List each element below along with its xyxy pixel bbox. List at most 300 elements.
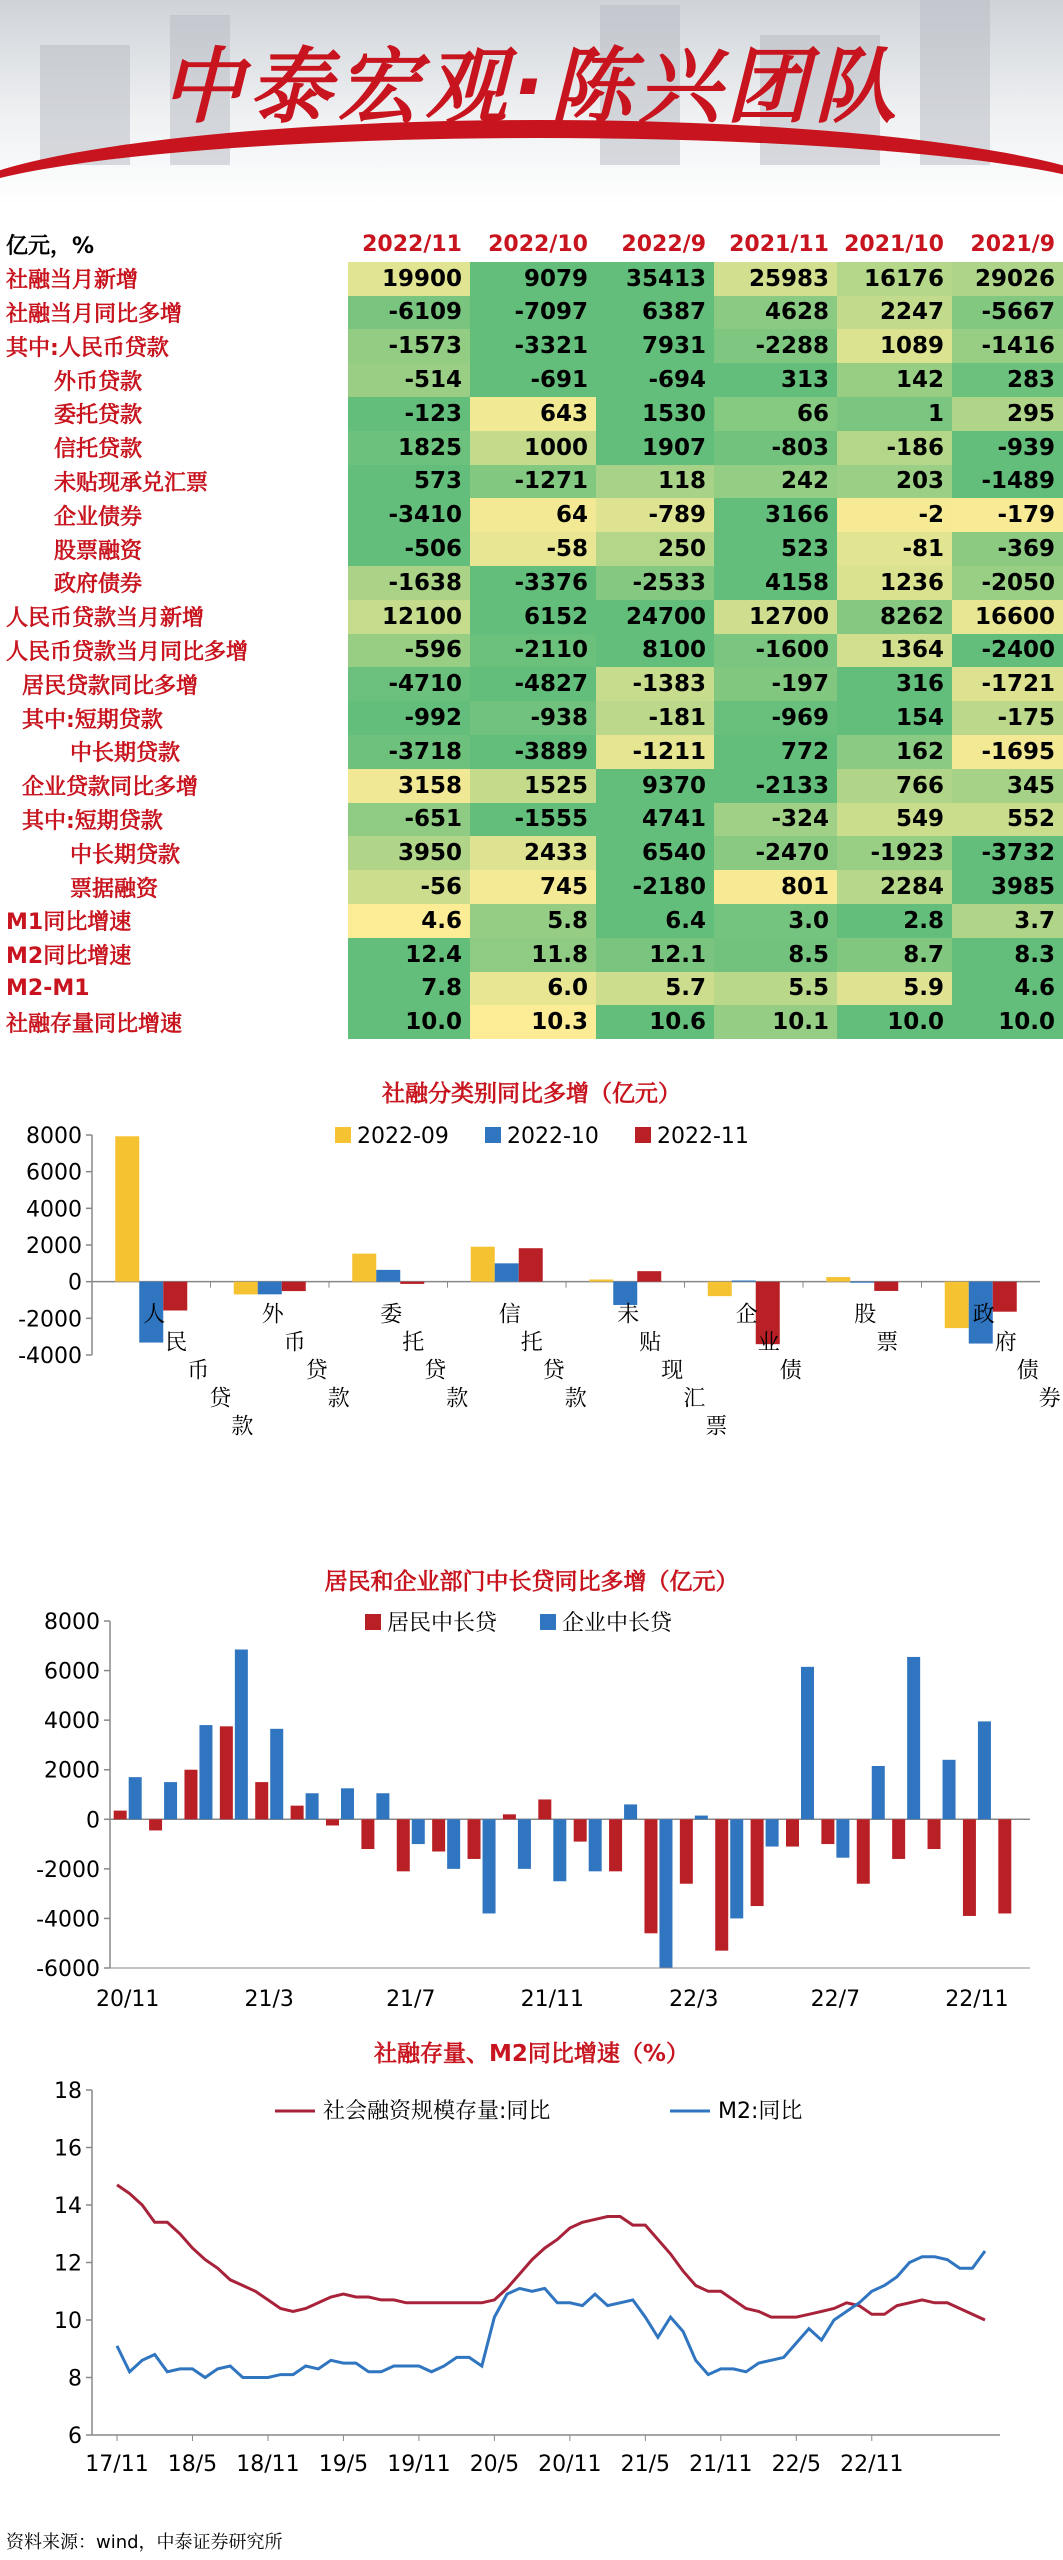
table-cell: 1907 (596, 431, 714, 465)
table-cell: -1211 (596, 735, 714, 769)
table-cell: 3950 (348, 836, 470, 870)
table-cell: 295 (952, 397, 1063, 431)
bar (589, 1280, 613, 1282)
bar (258, 1282, 282, 1295)
table-cell: 345 (952, 769, 1063, 803)
table-row (0, 769, 1063, 803)
table-row (0, 904, 1063, 938)
table-cell: 5.8 (470, 904, 596, 938)
row-label: 企业贷款同比多增 (22, 775, 199, 801)
table-cell: -2470 (714, 836, 837, 870)
bar (857, 1819, 870, 1883)
table-cell: 552 (952, 803, 1063, 837)
y-tick-label: 0 (68, 1270, 82, 1296)
table-cell: 6.0 (470, 972, 596, 1006)
column-header: 2021/10 (844, 232, 944, 258)
table-cell: -3732 (952, 836, 1063, 870)
x-tick-label: 21/11 (520, 1987, 585, 2012)
table-cell: 10.0 (348, 1005, 470, 1039)
table-row (0, 1005, 1063, 1039)
bar (574, 1819, 587, 1841)
table-cell: 25983 (714, 262, 837, 296)
bar (432, 1819, 445, 1851)
y-tick-label: 2000 (44, 1758, 100, 1784)
table-cell: -1573 (348, 329, 470, 363)
table-cell: -514 (348, 363, 470, 397)
table-cell: -123 (348, 397, 470, 431)
table-cell: -2400 (952, 634, 1063, 668)
table-cell: -4710 (348, 667, 470, 701)
table-row (0, 498, 1063, 532)
bar (235, 1650, 248, 1820)
legend-swatch (365, 1614, 381, 1630)
row-label: M1同比增速 (6, 910, 132, 936)
table-header (0, 228, 1063, 262)
table-row (0, 600, 1063, 634)
bar (589, 1819, 602, 1871)
table-row (0, 870, 1063, 904)
bar (821, 1819, 834, 1844)
y-tick-label: -2000 (36, 1857, 100, 1883)
table-cell: -58 (470, 532, 596, 566)
bar (447, 1819, 460, 1869)
x-tick-label: 21/7 (386, 1987, 436, 2012)
x-tick-label: 21/5 (620, 2452, 671, 2477)
table-row (0, 972, 1063, 1006)
y-tick-label: 16 (54, 2136, 82, 2162)
column-header: 2021/9 (970, 232, 1055, 258)
x-tick-label: 20/11 (95, 1987, 160, 2012)
bar (234, 1282, 258, 1295)
table-row (0, 329, 1063, 363)
bar (397, 1819, 410, 1871)
bar (732, 1280, 756, 1281)
y-tick-label: 8000 (44, 1610, 100, 1635)
table-cell: 10.1 (714, 1005, 837, 1039)
table-cell: -2 (837, 498, 952, 532)
legend-swatch (485, 1127, 501, 1143)
bar (715, 1819, 728, 1950)
table-cell: -2288 (714, 329, 837, 363)
x-tick-label: 信托贷款 (498, 1302, 587, 1412)
row-label: 中长期贷款 (70, 741, 181, 767)
y-tick-label: 14 (54, 2194, 82, 2219)
y-tick-label: 6 (68, 2424, 82, 2449)
table-cell: 11.8 (470, 938, 596, 972)
table-cell: 523 (714, 532, 837, 566)
table-cell: 12100 (348, 600, 470, 634)
legend-swatch (635, 1127, 651, 1143)
table-cell: 5.5 (714, 972, 837, 1006)
table-cell: 8.7 (837, 938, 952, 972)
y-tick-label: -6000 (36, 1957, 100, 1982)
table-cell: 1236 (837, 566, 952, 600)
row-label: 股票融资 (54, 538, 143, 564)
table-cell: -938 (470, 701, 596, 735)
table-cell: -1416 (952, 329, 1063, 363)
bar (659, 1819, 672, 1968)
table-cell: 8100 (596, 634, 714, 668)
table-cell: 5.9 (837, 972, 952, 1006)
y-tick-label: -4000 (18, 1344, 82, 1369)
x-tick-label: 股票 (854, 1302, 899, 1356)
table-cell: 10.0 (952, 1005, 1063, 1039)
table-cell: -691 (470, 363, 596, 397)
row-label: 信托贷款 (54, 437, 143, 463)
bar (412, 1819, 425, 1844)
y-tick-label: 6000 (26, 1160, 82, 1186)
legend-label: 居民中长贷 (387, 1611, 498, 1636)
row-label: 政府债券 (54, 572, 143, 598)
table-cell: -5667 (952, 296, 1063, 330)
table-cell: 118 (596, 465, 714, 499)
bar (872, 1766, 885, 1819)
table-cell: 6540 (596, 836, 714, 870)
table-cell: 1525 (470, 769, 596, 803)
table-cell: -1695 (952, 735, 1063, 769)
x-tick-label: 外币贷款 (261, 1302, 350, 1412)
bar (163, 1282, 187, 1311)
bar (326, 1819, 339, 1825)
table-cell: -3718 (348, 735, 470, 769)
bar (850, 1282, 874, 1283)
x-tick-label: 19/5 (318, 2452, 369, 2477)
table-cell: 3.0 (714, 904, 837, 938)
table-cell: -969 (714, 701, 837, 735)
bar (220, 1726, 233, 1819)
bar (199, 1725, 212, 1819)
data-table (0, 228, 1063, 1039)
bar (503, 1814, 516, 1819)
bar (306, 1793, 319, 1819)
bar (495, 1263, 519, 1281)
table-cell: 24700 (596, 600, 714, 634)
x-tick-label: 17/11 (85, 2452, 149, 2477)
x-tick-label: 18/5 (167, 2452, 218, 2477)
y-tick-label: 8000 (26, 1124, 82, 1149)
table-cell: 12.4 (348, 938, 470, 972)
table-row (0, 735, 1063, 769)
table-cell: 772 (714, 735, 837, 769)
row-label: 其中:短期贷款 (22, 808, 163, 834)
bar (730, 1819, 743, 1918)
row-label: 中长期贷款 (70, 842, 181, 868)
table-row (0, 262, 1063, 296)
chart2-title: 居民和企业部门中长贷同比多增（亿元） (324, 1569, 739, 1595)
row-label: 社融当月同比多增 (6, 301, 183, 327)
bar (836, 1819, 849, 1857)
table-cell: 6.4 (596, 904, 714, 938)
bar (471, 1247, 495, 1282)
column-header: 2022/9 (621, 232, 706, 258)
table-cell: -1489 (952, 465, 1063, 499)
table-cell: -1721 (952, 667, 1063, 701)
table-cell: 4741 (596, 803, 714, 837)
row-label: 企业债券 (54, 504, 143, 530)
table-cell: -324 (714, 803, 837, 837)
x-tick-label: 委托贷款 (380, 1302, 469, 1412)
table-cell: 2.8 (837, 904, 952, 938)
table-cell: 283 (952, 363, 1063, 397)
x-tick-label: 人民币贷款 (143, 1302, 254, 1440)
bar (483, 1819, 496, 1913)
bar (341, 1788, 354, 1819)
y-tick-label: 4000 (44, 1709, 100, 1735)
table-cell: -2180 (596, 870, 714, 904)
table-cell: 2433 (470, 836, 596, 870)
bar (708, 1282, 732, 1296)
table-cell: -3321 (470, 329, 596, 363)
bar (361, 1819, 374, 1849)
legend-label: M2:同比 (718, 2099, 803, 2124)
table-cell: 7.8 (348, 972, 470, 1006)
table-cell: 12700 (714, 600, 837, 634)
x-tick-label: 22/11 (945, 1987, 1009, 2012)
y-tick-label: 8 (68, 2366, 82, 2392)
table-cell: 203 (837, 465, 952, 499)
table-row (0, 836, 1063, 870)
x-tick-label: 未贴现汇票 (617, 1302, 728, 1440)
table-cell: -803 (714, 431, 837, 465)
table-cell: 1 (837, 397, 952, 431)
bar (164, 1782, 177, 1819)
table-row (0, 465, 1063, 499)
table-cell: 2247 (837, 296, 952, 330)
bar (115, 1136, 139, 1281)
x-tick-label: 22/7 (810, 1987, 861, 2012)
legend-label: 社会融资规模存量:同比 (323, 2099, 551, 2124)
y-tick-label: 12 (54, 2251, 82, 2277)
table-cell: 8.5 (714, 938, 837, 972)
table-cell: -2050 (952, 566, 1063, 600)
table-cell: -186 (837, 431, 952, 465)
series-line (117, 2185, 985, 2320)
table-cell: 10.0 (837, 1005, 952, 1039)
table-cell: 162 (837, 735, 952, 769)
table-cell: -2133 (714, 769, 837, 803)
bar (538, 1799, 551, 1819)
bar (644, 1819, 657, 1933)
bar (114, 1811, 127, 1820)
table-cell: -3410 (348, 498, 470, 532)
table-cell: -4827 (470, 667, 596, 701)
bar (874, 1282, 898, 1291)
row-label: 社融存量同比增速 (6, 1011, 183, 1037)
table-cell: -181 (596, 701, 714, 735)
table-cell: -1271 (470, 465, 596, 499)
table-cell: -694 (596, 363, 714, 397)
table-cell: 3158 (348, 769, 470, 803)
bar (680, 1819, 693, 1883)
table-cell: -1638 (348, 566, 470, 600)
table-cell: 1089 (837, 329, 952, 363)
bar (609, 1819, 622, 1871)
table-cell: 1825 (348, 431, 470, 465)
y-tick-label: 0 (86, 1808, 100, 1834)
bar (376, 1793, 389, 1819)
x-tick-label: 19/11 (387, 2452, 451, 2477)
banner-title: 中泰宏观·陈兴团队 (160, 40, 903, 135)
bar (801, 1667, 814, 1819)
bar (695, 1816, 708, 1820)
table-cell: -506 (348, 532, 470, 566)
bar (945, 1282, 969, 1328)
table-row (0, 634, 1063, 668)
table-cell: 5.7 (596, 972, 714, 1006)
table-cell: 8262 (837, 600, 952, 634)
row-label: M2同比增速 (6, 944, 132, 970)
table-row (0, 667, 1063, 701)
bar (149, 1819, 162, 1830)
table-cell: 1000 (470, 431, 596, 465)
bar (255, 1782, 268, 1819)
table-cell: 313 (714, 363, 837, 397)
bar (978, 1721, 991, 1819)
table-cell: 316 (837, 667, 952, 701)
row-label: 人民币贷款当月新增 (6, 606, 205, 632)
bar (184, 1770, 197, 1820)
x-tick-label: 22/5 (771, 2452, 822, 2477)
table-cell: 549 (837, 803, 952, 837)
table-cell: -175 (952, 701, 1063, 735)
bar (518, 1819, 531, 1869)
row-label: 外币贷款 (54, 369, 143, 395)
table-cell: -3376 (470, 566, 596, 600)
table-row (0, 938, 1063, 972)
bar (352, 1254, 376, 1282)
table-cell: -179 (952, 498, 1063, 532)
table-row (0, 566, 1063, 600)
bar (291, 1806, 304, 1820)
table-cell: 1364 (837, 634, 952, 668)
x-tick-label: 政府债券 (972, 1302, 1061, 1412)
chart1-svg (0, 1105, 1063, 1535)
table-row (0, 532, 1063, 566)
table-cell: 35413 (596, 262, 714, 296)
table-cell: 10.3 (470, 1005, 596, 1039)
legend-label: 2022-09 (357, 1124, 449, 1149)
column-header: 2022/11 (362, 232, 462, 258)
row-label: 其中:人民币贷款 (6, 335, 169, 361)
chart1-title: 社融分类别同比多增（亿元） (382, 1081, 681, 1107)
table-cell: -1383 (596, 667, 714, 701)
row-label: 委托贷款 (54, 403, 143, 429)
header-banner (0, 0, 1063, 205)
bar (943, 1760, 956, 1819)
bar (998, 1819, 1011, 1913)
bar (637, 1271, 661, 1282)
table-cell: -2110 (470, 634, 596, 668)
x-tick-label: 企业债 (735, 1302, 802, 1384)
y-tick-label: 18 (54, 2079, 82, 2104)
table-cell: 66 (714, 397, 837, 431)
table-cell: 1530 (596, 397, 714, 431)
table-cell: 250 (596, 532, 714, 566)
legend-label: 2022-10 (507, 1124, 599, 1149)
bar (907, 1657, 920, 1819)
table-cell: 801 (714, 870, 837, 904)
table-cell: 573 (348, 465, 470, 499)
table-cell: -3889 (470, 735, 596, 769)
bar (468, 1819, 481, 1859)
bar (928, 1819, 941, 1849)
table-cell: 142 (837, 363, 952, 397)
x-tick-label: 22/3 (669, 1987, 719, 2012)
bar (624, 1804, 637, 1819)
bar (786, 1819, 799, 1846)
bar (766, 1819, 779, 1846)
bar (993, 1282, 1017, 1312)
bar (400, 1282, 424, 1284)
bar (963, 1819, 976, 1916)
table-cell: 643 (470, 397, 596, 431)
legend-label: 2022-11 (657, 1124, 749, 1149)
bar (751, 1819, 764, 1906)
table-cell: 766 (837, 769, 952, 803)
row-label: 社融当月新增 (6, 268, 139, 294)
table-cell: 9079 (470, 262, 596, 296)
bar (826, 1277, 850, 1282)
row-label: 未贴现承兑汇票 (54, 470, 209, 496)
table-cell: -596 (348, 634, 470, 668)
table-cell: -197 (714, 667, 837, 701)
table-cell: -939 (952, 431, 1063, 465)
table-cell: 16176 (837, 262, 952, 296)
y-tick-label: 6000 (44, 1659, 100, 1685)
table-cell: -81 (837, 532, 952, 566)
table-cell: 242 (714, 465, 837, 499)
column-header: 2022/10 (488, 232, 588, 258)
bar (376, 1270, 400, 1282)
table-cell: -2533 (596, 566, 714, 600)
series-line (117, 2251, 985, 2378)
y-tick-label: -2000 (18, 1307, 82, 1333)
table-cell: 4628 (714, 296, 837, 330)
x-tick-label: 18/11 (236, 2452, 300, 2477)
table-unit: 亿元，% (6, 234, 95, 260)
table-cell: 8.3 (952, 938, 1063, 972)
column-header: 2021/11 (729, 232, 829, 258)
bar (892, 1819, 905, 1859)
row-label: 居民贷款同比多增 (22, 673, 199, 699)
table-cell: 16600 (952, 600, 1063, 634)
table-cell: -6109 (348, 296, 470, 330)
bar (553, 1819, 566, 1881)
row-label: 其中:短期贷款 (22, 707, 163, 733)
table-cell: 7931 (596, 329, 714, 363)
table-cell: 4.6 (348, 904, 470, 938)
table-cell: 3.7 (952, 904, 1063, 938)
source-note: 资料来源：wind，中泰证券研究所 (6, 2532, 283, 2553)
bar (129, 1777, 142, 1819)
y-tick-label: 10 (54, 2309, 82, 2334)
bar (282, 1282, 306, 1291)
x-tick-label: 21/3 (244, 1987, 294, 2012)
table-row (0, 431, 1063, 465)
bar (519, 1248, 543, 1281)
legend-label: 企业中长贷 (562, 1611, 673, 1636)
table-cell: -56 (348, 870, 470, 904)
table-cell: 10.6 (596, 1005, 714, 1039)
table-cell: 19900 (348, 262, 470, 296)
table-cell: 745 (470, 870, 596, 904)
table-row (0, 296, 1063, 330)
table-cell: -789 (596, 498, 714, 532)
bar (270, 1729, 283, 1819)
bar (613, 1282, 637, 1305)
table-cell: -1555 (470, 803, 596, 837)
table-cell: -1923 (837, 836, 952, 870)
